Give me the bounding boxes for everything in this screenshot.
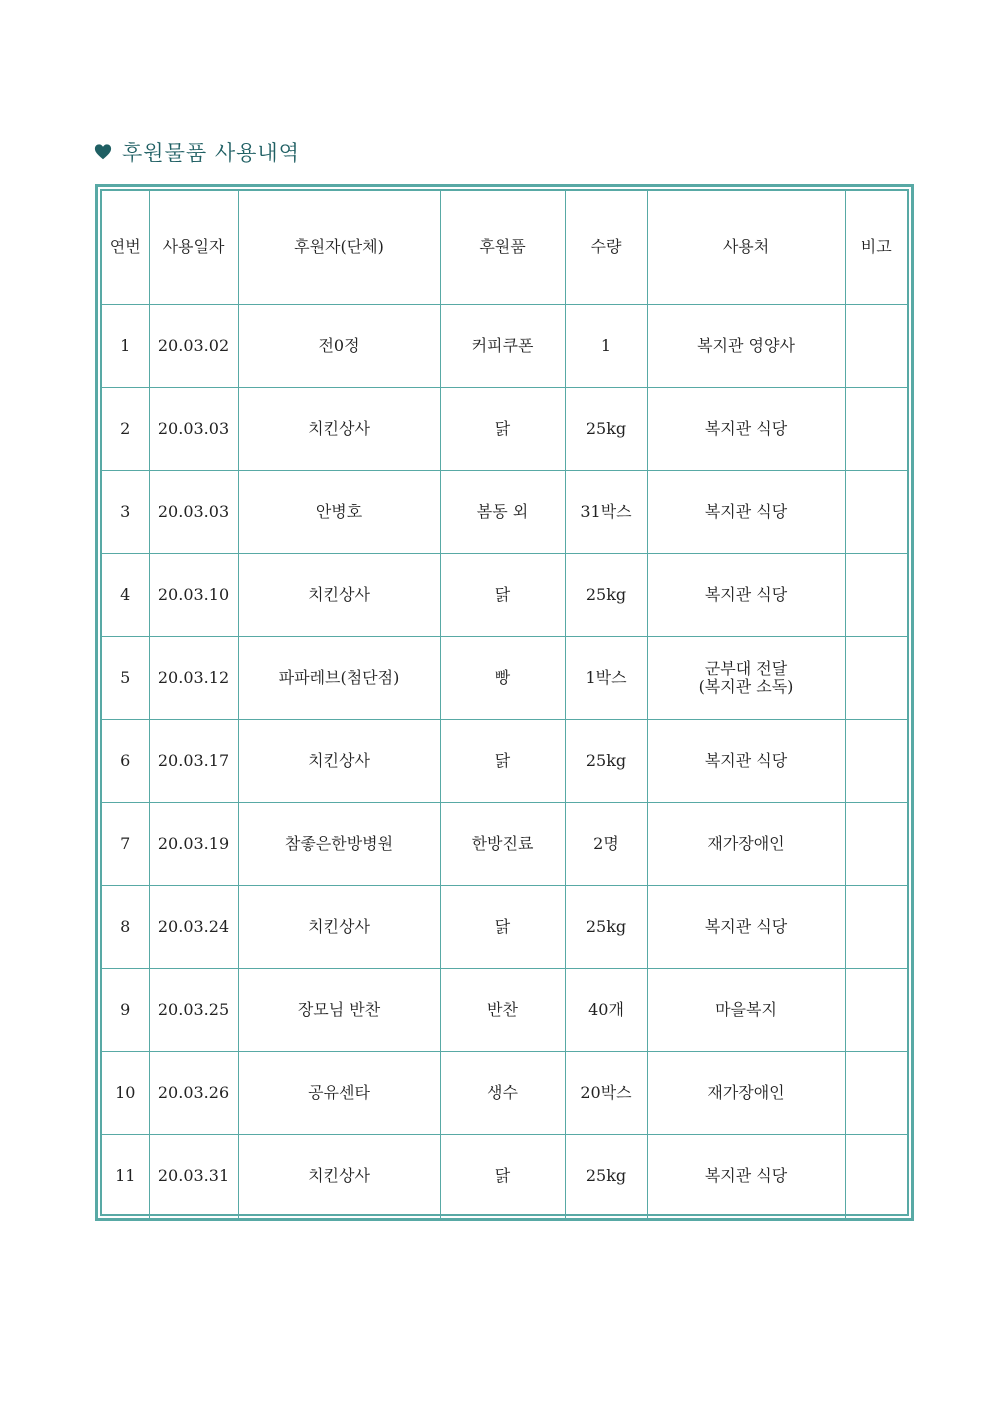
donated-item-cell: 한방진료 — [440, 802, 565, 885]
table-row — [102, 1051, 907, 1134]
remarks-cell — [845, 387, 907, 470]
row-number-cell: 4 — [102, 553, 149, 636]
row-number-cell: 7 — [102, 802, 149, 885]
remarks-cell — [845, 553, 907, 636]
quantity-cell: 1박스 — [565, 636, 647, 719]
header-cell: 사용처 — [647, 191, 845, 304]
row-number-cell: 5 — [102, 636, 149, 719]
table-frame-inner — [100, 189, 909, 1216]
use-date-cell: 20.03.03 — [149, 470, 238, 553]
header-cell: 연번 — [102, 191, 149, 304]
use-date-cell: 20.03.24 — [149, 885, 238, 968]
quantity-cell: 31박스 — [565, 470, 647, 553]
donated-item-cell: 봄동 외 — [440, 470, 565, 553]
quantity-cell: 25kg — [565, 885, 647, 968]
header-cell: 수량 — [565, 191, 647, 304]
donor-cell: 치킨상사 — [238, 1134, 440, 1218]
remarks-cell — [845, 304, 907, 387]
heart-icon — [94, 143, 112, 161]
use-date-cell: 20.03.17 — [149, 719, 238, 802]
header-cell: 후원품 — [440, 191, 565, 304]
donated-item-cell: 닭 — [440, 719, 565, 802]
donor-cell: 치킨상사 — [238, 553, 440, 636]
table-row — [102, 304, 907, 387]
quantity-cell: 1 — [565, 304, 647, 387]
use-date-cell: 20.03.12 — [149, 636, 238, 719]
table-body — [102, 304, 907, 1218]
donated-item-cell: 닭 — [440, 387, 565, 470]
usage-place-cell: 복지관 식당 — [647, 719, 845, 802]
donor-cell: 장모님 반찬 — [238, 968, 440, 1051]
quantity-cell: 25kg — [565, 553, 647, 636]
remarks-cell — [845, 1134, 907, 1218]
table-row — [102, 636, 907, 719]
donor-cell: 치킨상사 — [238, 719, 440, 802]
use-date-cell: 20.03.31 — [149, 1134, 238, 1218]
usage-place-cell: 복지관 식당 — [647, 1134, 845, 1218]
quantity-cell: 20박스 — [565, 1051, 647, 1134]
usage-place-cell: 복지관 식당 — [647, 470, 845, 553]
quantity-cell: 25kg — [565, 387, 647, 470]
table-frame — [95, 184, 914, 1221]
usage-place-cell: 군부대 전달 (복지관 소독) — [647, 636, 845, 719]
usage-place-cell: 복지관 영양사 — [647, 304, 845, 387]
row-number-cell: 3 — [102, 470, 149, 553]
table-row — [102, 387, 907, 470]
donor-cell: 전0정 — [238, 304, 440, 387]
quantity-cell: 25kg — [565, 719, 647, 802]
table-row — [102, 719, 907, 802]
remarks-cell — [845, 470, 907, 553]
donor-cell: 치킨상사 — [238, 387, 440, 470]
table-row — [102, 968, 907, 1051]
row-number-cell: 2 — [102, 387, 149, 470]
remarks-cell — [845, 719, 907, 802]
table-row — [102, 1134, 907, 1218]
donor-cell: 안병호 — [238, 470, 440, 553]
remarks-cell — [845, 802, 907, 885]
usage-place-cell: 복지관 식당 — [647, 387, 845, 470]
donated-item-cell: 커피쿠폰 — [440, 304, 565, 387]
use-date-cell: 20.03.02 — [149, 304, 238, 387]
header-cell: 사용일자 — [149, 191, 238, 304]
remarks-cell — [845, 636, 907, 719]
usage-place-cell: 복지관 식당 — [647, 885, 845, 968]
donated-item-cell: 닭 — [440, 885, 565, 968]
table-row — [102, 885, 907, 968]
usage-place-cell: 복지관 식당 — [647, 553, 845, 636]
table-row — [102, 470, 907, 553]
usage-place-cell: 마을복지 — [647, 968, 845, 1051]
page-title: 후원물품 사용내역 — [122, 141, 300, 165]
use-date-cell: 20.03.26 — [149, 1051, 238, 1134]
use-date-cell: 20.03.19 — [149, 802, 238, 885]
remarks-cell — [845, 1051, 907, 1134]
donated-item-cell: 닭 — [440, 1134, 565, 1218]
table-row — [102, 802, 907, 885]
section-heading — [94, 136, 300, 168]
donated-item-cell: 닭 — [440, 553, 565, 636]
quantity-cell: 2명 — [565, 802, 647, 885]
use-date-cell: 20.03.25 — [149, 968, 238, 1051]
donation-usage-table — [102, 191, 907, 1218]
donated-item-cell: 빵 — [440, 636, 565, 719]
header-cell: 후원자(단체) — [238, 191, 440, 304]
remarks-cell — [845, 885, 907, 968]
donor-cell: 파파레브(첨단점) — [238, 636, 440, 719]
table-header-row — [102, 191, 907, 304]
use-date-cell: 20.03.10 — [149, 553, 238, 636]
usage-place-cell: 재가장애인 — [647, 802, 845, 885]
row-number-cell: 11 — [102, 1134, 149, 1218]
quantity-cell: 40개 — [565, 968, 647, 1051]
donor-cell: 치킨상사 — [238, 885, 440, 968]
use-date-cell: 20.03.03 — [149, 387, 238, 470]
usage-place-cell: 재가장애인 — [647, 1051, 845, 1134]
row-number-cell: 1 — [102, 304, 149, 387]
donor-cell: 참좋은한방병원 — [238, 802, 440, 885]
donor-cell: 공유센타 — [238, 1051, 440, 1134]
row-number-cell: 10 — [102, 1051, 149, 1134]
row-number-cell: 8 — [102, 885, 149, 968]
table-row — [102, 553, 907, 636]
row-number-cell: 6 — [102, 719, 149, 802]
quantity-cell: 25kg — [565, 1134, 647, 1218]
donated-item-cell: 생수 — [440, 1051, 565, 1134]
row-number-cell: 9 — [102, 968, 149, 1051]
remarks-cell — [845, 968, 907, 1051]
header-cell: 비고 — [845, 191, 907, 304]
donated-item-cell: 반찬 — [440, 968, 565, 1051]
